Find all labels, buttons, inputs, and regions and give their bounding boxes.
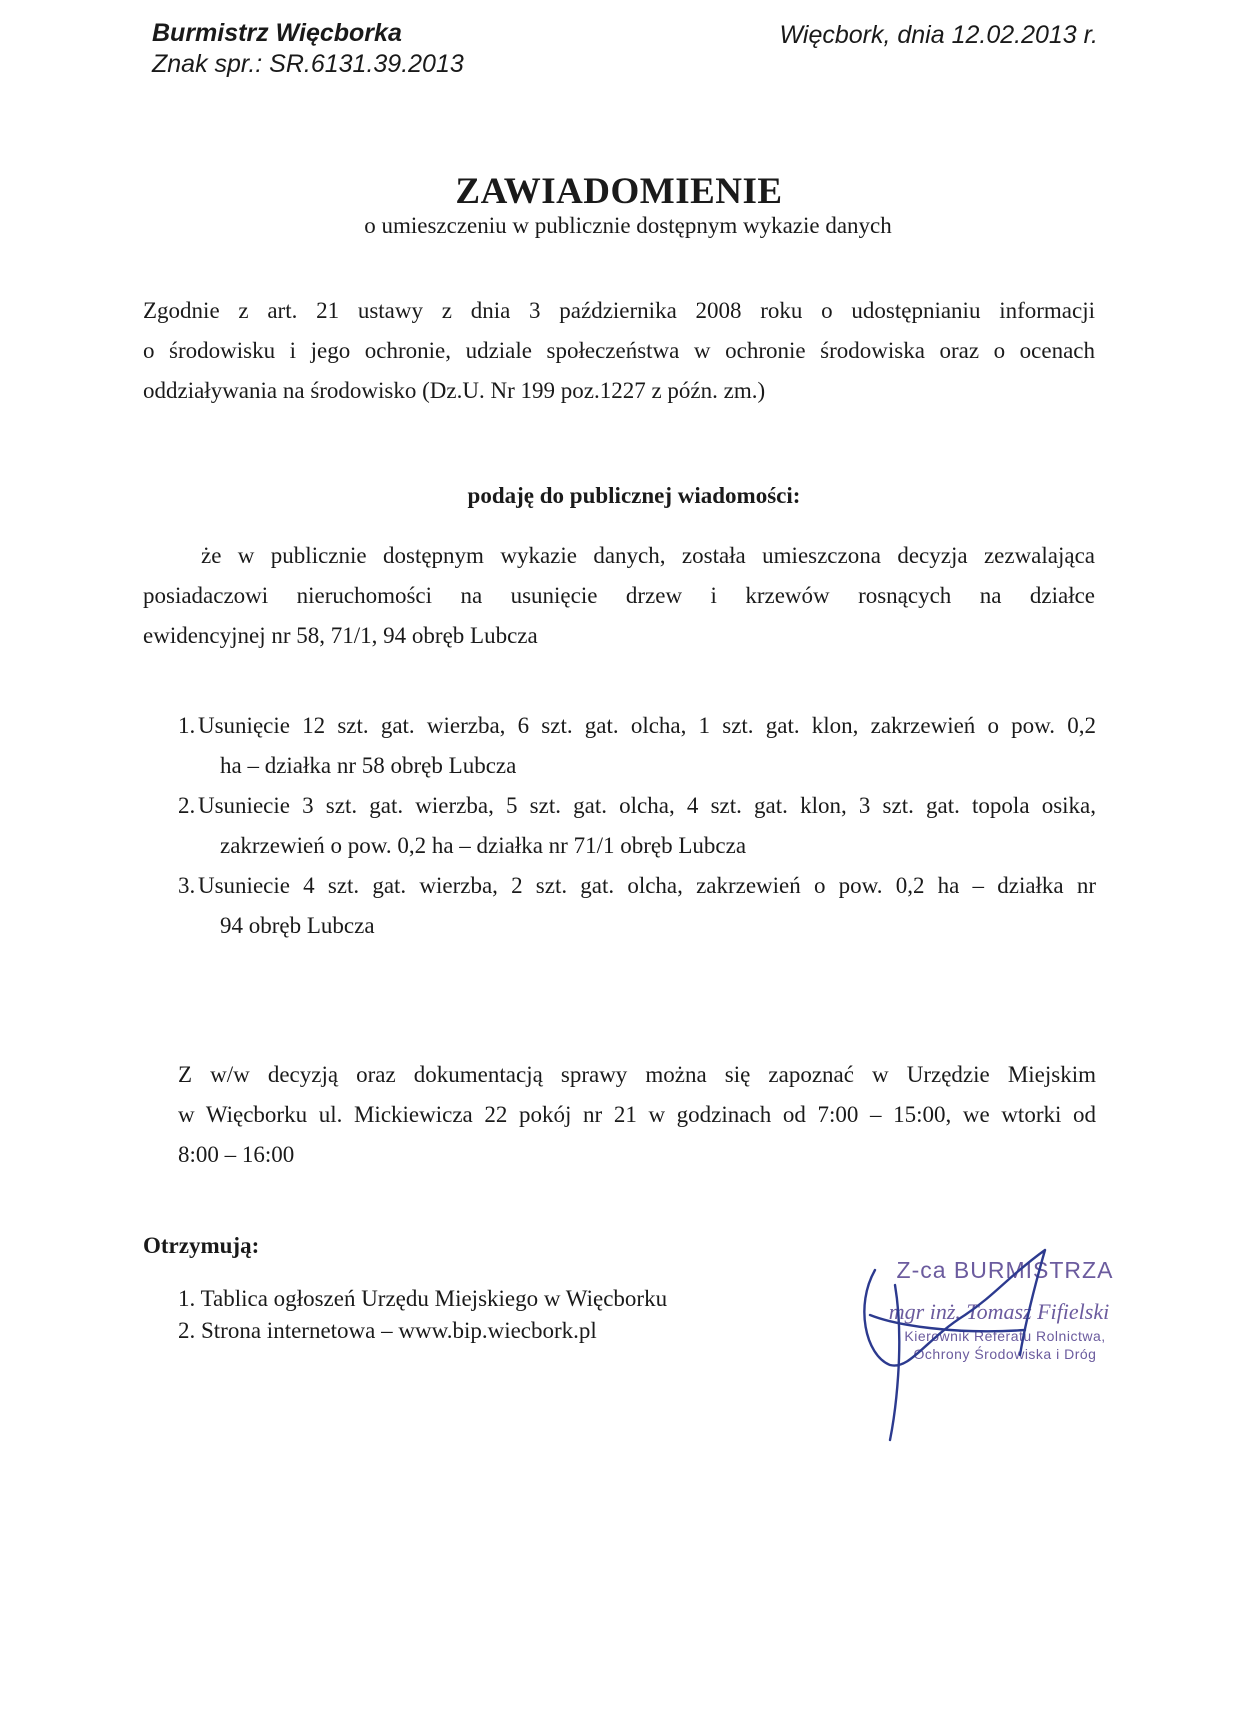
paragraph-line: o środowisku i jego ochronie, udziale społeczeństwa w ochronie środowiska oraz o ocenach [143, 338, 1095, 363]
receiver-item: 2. Strona internetowa – www.bip.wiecbork.pl [178, 1318, 597, 1343]
paragraph-line: w Więcborku ul. Mickiewicza 22 pokój nr 21 w godzinach od 7:00 – 15:00, we wtorki od [178, 1102, 1096, 1127]
list-item [178, 706, 1096, 786]
list-item-line: Usuniecie 4 szt. gat. wierzba, 2 szt. gat. olcha, zakrzewień o pow. 0,2 ha – działka nr [198, 873, 1096, 898]
decision-items-list [178, 706, 1096, 946]
document-header-issuer-block [152, 18, 464, 80]
main-paragraph [143, 536, 1095, 656]
paragraph-line: oddziaływania na środowisko (Dz.U. Nr 199 poz.1227 z późn. zm.) [143, 378, 766, 403]
stamp-position: Kierownik Referatu Rolnictwa, [904, 1328, 1106, 1344]
case-reference: Znak spr.: SR.6131.39.2013 [152, 50, 464, 78]
list-item [178, 866, 1096, 946]
paragraph-line: posiadaczowi nieruchomości na usunięcie drzew i krzewów rosnących na działce [143, 583, 1095, 608]
handwritten-signature [835, 1245, 1065, 1445]
paragraph-line: Z w/w decyzją oraz dokumentacją sprawy można się zapoznać w Urzędzie Miejskim [178, 1062, 1096, 1087]
document-subtitle: o umieszczeniu w publicznie dostępnym wykazie danych [364, 213, 892, 238]
announcement-heading: podaję do publicznej wiadomości: [467, 483, 801, 508]
receivers-heading: Otrzymują: [143, 1233, 260, 1258]
paragraph-line: Zgodnie z art. 21 ustawy z dnia 3 października 2008 roku o udostępnianiu informacji [143, 298, 1095, 323]
issuer-name: Burmistrz Więcborka [152, 19, 402, 47]
list-item [178, 786, 1096, 866]
receiver-item: 1. Tablica ogłoszeń Urzędu Miejskiego w Więcborku [178, 1286, 668, 1311]
list-item-line: ha – działka nr 58 obręb Lubcza [220, 753, 517, 778]
place-and-date: Więcbork, dnia 12.02.2013 r. [779, 21, 1098, 49]
paragraph-line: ewidencyjnej nr 58, 71/1, 94 obręb Lubcza [143, 623, 538, 648]
list-item-number: 1. [178, 713, 196, 738]
receivers-list [178, 1283, 667, 1347]
list-item-line: Usunięcie 12 szt. gat. wierzba, 6 szt. gat. olcha, 1 szt. gat. klon, zakrzewień o pow. 0,2 [198, 713, 1096, 738]
list-item-number: 2. [178, 793, 196, 818]
legal-basis-paragraph [143, 291, 1095, 411]
stamp-department: Ochrony Środowiska i Dróg [913, 1346, 1097, 1362]
stamp-title: Z-ca BURMISTRZA [896, 1257, 1114, 1283]
paragraph-line: że w publicznie dostępnym wykazie danych, została umieszczona decyzja zezwalająca [201, 543, 1095, 568]
paragraph-line: 8:00 – 16:00 [178, 1142, 295, 1167]
list-item-number: 3. [178, 873, 196, 898]
list-item-line: Usuniecie 3 szt. gat. wierzba, 5 szt. gat. olcha, 4 szt. gat. klon, 3 szt. gat. topola osika, [198, 793, 1096, 818]
contact-paragraph [178, 1055, 1096, 1175]
list-item-line: zakrzewień o pow. 0,2 ha – działka nr 71/1 obręb Lubcza [220, 833, 747, 858]
stamp-name: mgr inż. Tomasz Fifielski [888, 1299, 1110, 1324]
document-title: ZAWIADOMIENIE [455, 171, 783, 212]
list-item-line: 94 obręb Lubcza [220, 913, 375, 938]
